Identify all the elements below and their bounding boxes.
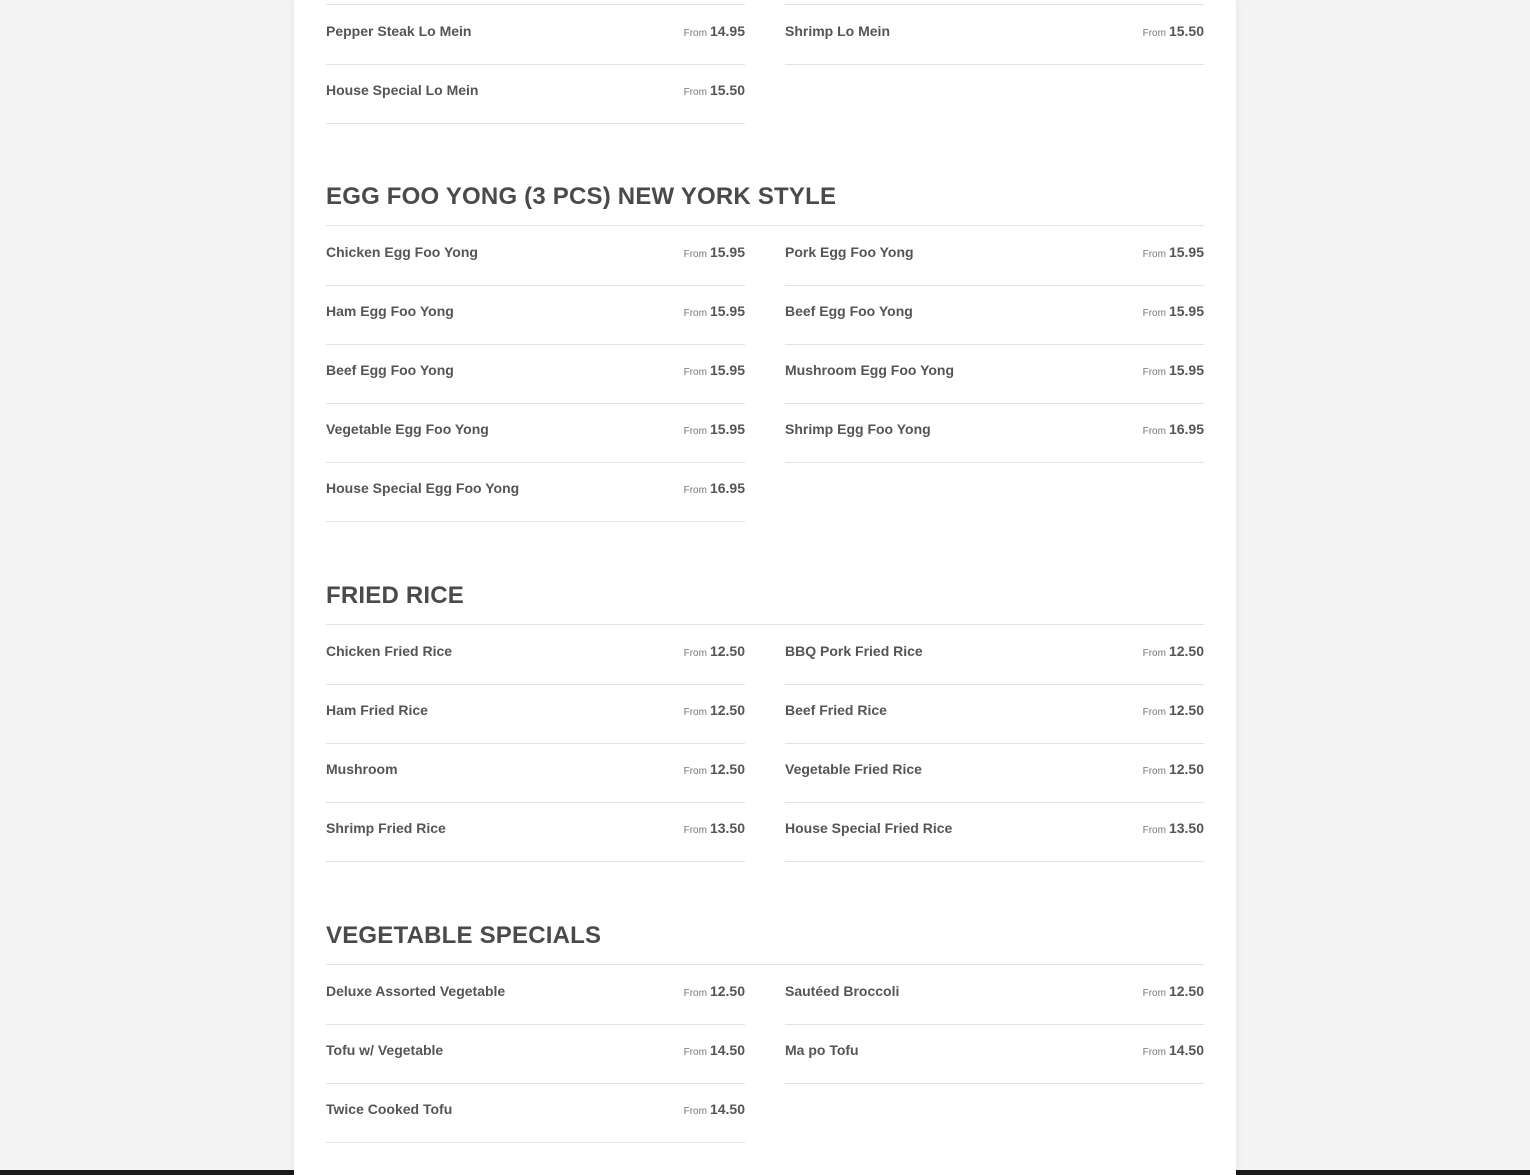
menu-item[interactable]: [326, 403, 745, 463]
menu-page: [294, 0, 1236, 1175]
menu-item[interactable]: [785, 344, 1204, 404]
menu-item[interactable]: [785, 285, 1204, 345]
menu-item[interactable]: [326, 1024, 745, 1084]
from-label: From: [1142, 1047, 1166, 1058]
menu-item[interactable]: [785, 743, 1204, 803]
item-name: House Special Lo Mein: [326, 82, 479, 98]
price-value: 15.95: [1168, 362, 1204, 378]
price-value: 14.50: [1168, 1042, 1204, 1058]
price-value: 15.95: [709, 303, 745, 319]
menu-item[interactable]: [326, 462, 745, 522]
price-value: 16.95: [709, 480, 745, 496]
item-price: [1143, 702, 1204, 720]
menu-item[interactable]: [785, 965, 1204, 1025]
item-name: Shrimp Lo Mein: [785, 23, 890, 39]
menu-item[interactable]: [785, 4, 1204, 65]
item-name: Vegetable Egg Foo Yong: [326, 421, 489, 437]
item-price: [1143, 421, 1204, 439]
from-label: From: [1142, 707, 1166, 718]
item-name: Ham Egg Foo Yong: [326, 303, 454, 319]
menu-item[interactable]: [326, 625, 745, 685]
price-value: 14.50: [709, 1101, 745, 1117]
price-value: 15.95: [709, 421, 745, 437]
from-label: From: [683, 367, 707, 378]
from-label: From: [683, 825, 707, 836]
item-price: [684, 303, 745, 321]
item-name: Shrimp Fried Rice: [326, 820, 446, 836]
price-value: 12.50: [1168, 983, 1204, 999]
price-value: 12.50: [1168, 702, 1204, 718]
price-value: 14.50: [709, 1042, 745, 1058]
item-name: BBQ Pork Fried Rice: [785, 643, 923, 659]
item-name: Twice Cooked Tofu: [326, 1101, 453, 1117]
item-name: Pork Egg Foo Yong: [785, 244, 914, 260]
item-price: [1143, 983, 1204, 1001]
menu-item[interactable]: [326, 226, 745, 286]
item-name: Ma po Tofu: [785, 1042, 859, 1058]
from-label: From: [1142, 249, 1166, 260]
price-value: 12.50: [709, 983, 745, 999]
menu-item[interactable]: [326, 4, 745, 65]
from-label: From: [683, 1106, 707, 1117]
item-name: Mushroom Egg Foo Yong: [785, 362, 955, 378]
menu-item[interactable]: [326, 285, 745, 345]
price-value: 15.95: [709, 362, 745, 378]
item-name: Chicken Fried Rice: [326, 643, 453, 659]
from-label: From: [1142, 308, 1166, 319]
from-label: From: [683, 87, 707, 98]
from-label: From: [683, 988, 707, 999]
from-label: From: [683, 28, 707, 39]
price-value: 15.95: [1168, 303, 1204, 319]
from-label: From: [1142, 988, 1166, 999]
item-price: [684, 702, 745, 720]
section-title-vegetable-specials: VEGETABLE SPECIALS: [326, 922, 602, 949]
menu-item[interactable]: [326, 64, 745, 124]
menu-item[interactable]: [785, 403, 1204, 463]
from-label: From: [1142, 825, 1166, 836]
price-value: 14.95: [709, 23, 745, 39]
item-price: [684, 1042, 745, 1060]
from-label: From: [683, 707, 707, 718]
from-label: From: [1142, 648, 1166, 659]
section-title-egg-foo-yong: EGG FOO YONG (3 PCS) NEW YORK STYLE: [326, 183, 837, 210]
price-value: 12.50: [709, 761, 745, 777]
item-price: [684, 244, 745, 262]
item-name: Tofu w/ Vegetable: [326, 1042, 444, 1058]
menu-item[interactable]: [785, 226, 1204, 286]
item-price: [684, 1101, 745, 1119]
price-value: 12.50: [709, 702, 745, 718]
item-price: [684, 983, 745, 1001]
from-label: From: [1142, 28, 1166, 39]
menu-item[interactable]: [326, 802, 745, 862]
item-name: Deluxe Assorted Vegetable: [326, 983, 506, 999]
item-name: Sautéed Broccoli: [785, 983, 900, 999]
price-value: 15.95: [709, 244, 745, 260]
item-price: [1143, 761, 1204, 779]
item-price: [684, 23, 745, 41]
price-value: 15.95: [1168, 244, 1204, 260]
item-price: [684, 82, 745, 100]
item-name: Beef Fried Rice: [785, 702, 887, 718]
item-name: House Special Fried Rice: [785, 820, 953, 836]
item-price: [684, 643, 745, 661]
from-label: From: [683, 308, 707, 319]
item-price: [1143, 820, 1204, 838]
menu-item[interactable]: [326, 1083, 745, 1143]
price-value: 13.50: [709, 820, 745, 836]
from-label: From: [683, 1047, 707, 1058]
from-label: From: [683, 249, 707, 260]
from-label: From: [1142, 766, 1166, 777]
item-price: [684, 362, 745, 380]
item-price: [1143, 1042, 1204, 1060]
price-value: 12.50: [1168, 761, 1204, 777]
from-label: From: [1142, 367, 1166, 378]
price-value: 16.95: [1168, 421, 1204, 437]
item-price: [684, 480, 745, 498]
item-name: House Special Egg Foo Yong: [326, 480, 520, 496]
menu-item[interactable]: [785, 625, 1204, 685]
menu-item[interactable]: [785, 802, 1204, 862]
item-price: [684, 421, 745, 439]
from-label: From: [683, 766, 707, 777]
item-price: [684, 820, 745, 838]
from-label: From: [683, 426, 707, 437]
from-label: From: [683, 485, 707, 496]
price-value: 13.50: [1168, 820, 1204, 836]
from-label: From: [1142, 426, 1166, 437]
price-value: 15.50: [1168, 23, 1204, 39]
price-value: 15.50: [709, 82, 745, 98]
item-name: Shrimp Egg Foo Yong: [785, 421, 931, 437]
menu-item[interactable]: [785, 1024, 1204, 1084]
price-value: 12.50: [1168, 643, 1204, 659]
menu-item[interactable]: [785, 684, 1204, 744]
item-price: [1143, 23, 1204, 41]
item-price: [1143, 643, 1204, 661]
item-name: Chicken Egg Foo Yong: [326, 244, 478, 260]
item-name: Mushroom: [326, 761, 398, 777]
item-price: [1143, 362, 1204, 380]
item-name: Beef Egg Foo Yong: [785, 303, 913, 319]
menu-item[interactable]: [326, 965, 745, 1025]
item-name: Beef Egg Foo Yong: [326, 362, 454, 378]
menu-item[interactable]: [326, 684, 745, 744]
from-label: From: [683, 648, 707, 659]
item-price: [1143, 303, 1204, 321]
section-title-fried-rice: FRIED RICE: [326, 582, 465, 609]
item-price: [1143, 244, 1204, 262]
item-name: Pepper Steak Lo Mein: [326, 23, 472, 39]
menu-item[interactable]: [326, 344, 745, 404]
menu-item[interactable]: [326, 743, 745, 803]
item-name: Vegetable Fried Rice: [785, 761, 922, 777]
price-value: 12.50: [709, 643, 745, 659]
item-price: [684, 761, 745, 779]
item-name: Ham Fried Rice: [326, 702, 428, 718]
